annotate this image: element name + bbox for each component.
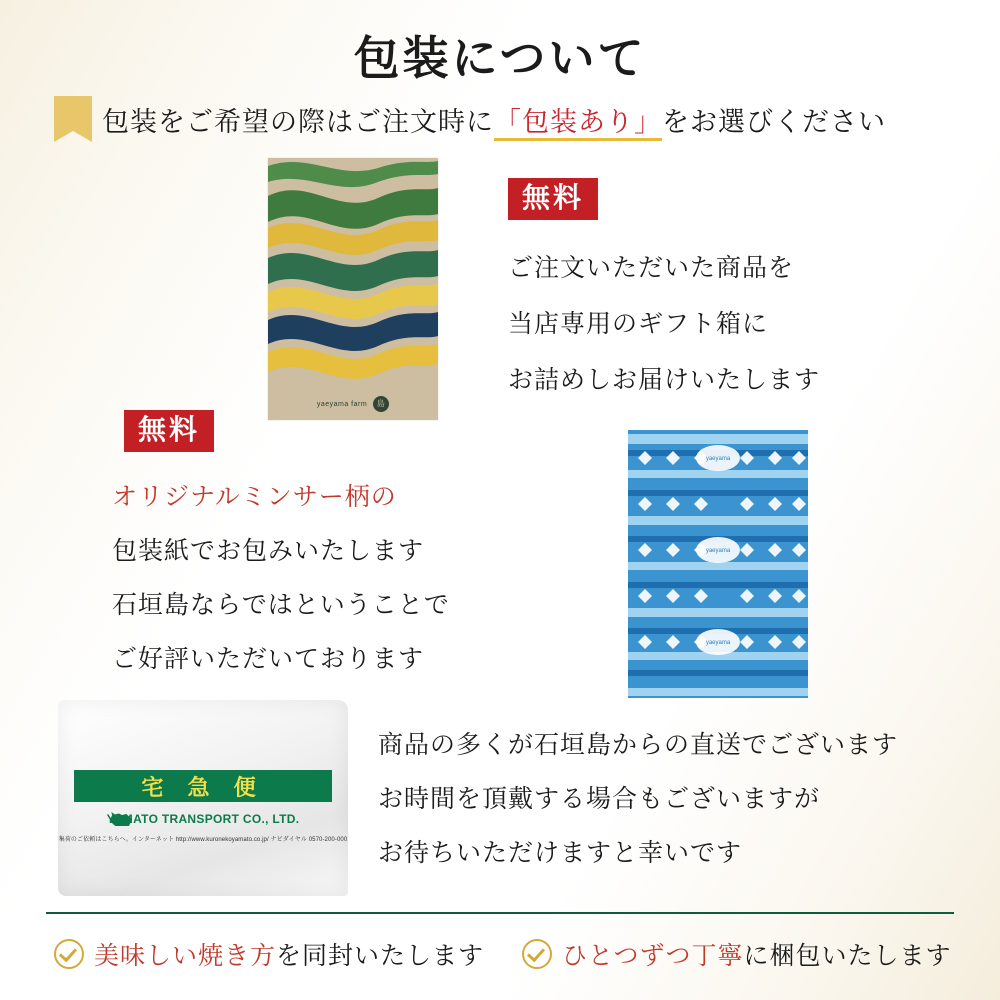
gift-box-logo-text: yaeyama farm — [316, 400, 368, 408]
minsah-pattern-icon — [628, 430, 808, 698]
badge-wrapping-free: 無料 — [124, 410, 214, 452]
footer-item-2-accent: ひとつずつ丁寧 — [562, 942, 744, 970]
parcel-band-label: 宅 急 便 — [141, 774, 265, 800]
yamato-parcel-image — [58, 700, 348, 896]
footer-item-1-rest: を同封いたします — [276, 942, 485, 970]
subtitle-after: をお選びください — [662, 106, 886, 137]
svg-text:yaeyama: yaeyama — [705, 640, 731, 646]
footer — [46, 924, 954, 984]
badge-gift-free: 無料 — [508, 178, 598, 220]
check-circle-icon — [522, 939, 552, 969]
gift-description — [508, 240, 820, 408]
footer-item-1-accent: 美味しい焼き方 — [94, 942, 277, 970]
gift-line-1: ご注文いただいた商品を — [508, 254, 795, 282]
shipping-line-3: お待ちいただけますと幸いです — [378, 839, 743, 867]
parcel-band — [74, 770, 332, 802]
wrapping-line-3: 石垣島ならではということで — [112, 591, 450, 619]
shipping-line-1: 商品の多くが石垣島からの直送でございます — [378, 731, 899, 759]
subtitle-before: 包装をご希望の際はご注文時に — [102, 106, 494, 137]
svg-text:yaeyama: yaeyama — [705, 456, 731, 462]
footer-item-2-rest: に梱包いたします — [743, 942, 952, 970]
footer-item-grill-guide — [54, 936, 484, 972]
check-circle-icon — [54, 939, 84, 969]
gift-box-logo — [268, 396, 438, 412]
gift-line-3: お詰めしお届けいたします — [508, 366, 821, 394]
footer-item-careful-packing — [522, 936, 952, 972]
gift-line-2: 当店専用のギフト箱に — [508, 310, 769, 338]
parcel-company: YAMATO TRANSPORT CO., LTD. — [106, 812, 300, 826]
svg-text:yaeyama: yaeyama — [705, 548, 731, 554]
wrapping-description — [112, 470, 450, 686]
ribbon-icon — [54, 96, 92, 142]
subtitle-text — [102, 100, 886, 139]
footer-divider — [46, 912, 954, 914]
wrapping-line-1: オリジナルミンサー柄の — [112, 483, 397, 511]
parcel-fineprint: 集荷のご依頼はこちらへ。インターネット http://www.kuronekoyamato.co.jp/ ナビダイヤル 0570-200-000 — [58, 837, 348, 843]
wrapping-line-4: ご好評いただいております — [112, 645, 425, 673]
subtitle-highlight: 「包装あり」 — [494, 107, 662, 141]
shipping-description — [378, 718, 898, 880]
wrapping-line-2: 包装紙でお包みいたします — [112, 537, 425, 565]
gift-box-pattern-icon — [268, 158, 438, 420]
minsah-wrapping-paper-image — [628, 430, 808, 698]
gift-box-seal-icon: 島 — [373, 396, 389, 412]
gift-box-image — [268, 158, 438, 420]
page-title: 包装について — [353, 32, 647, 84]
shipping-line-2: お時間を頂戴する場合もございますが — [378, 785, 821, 813]
subtitle-row — [54, 96, 954, 142]
